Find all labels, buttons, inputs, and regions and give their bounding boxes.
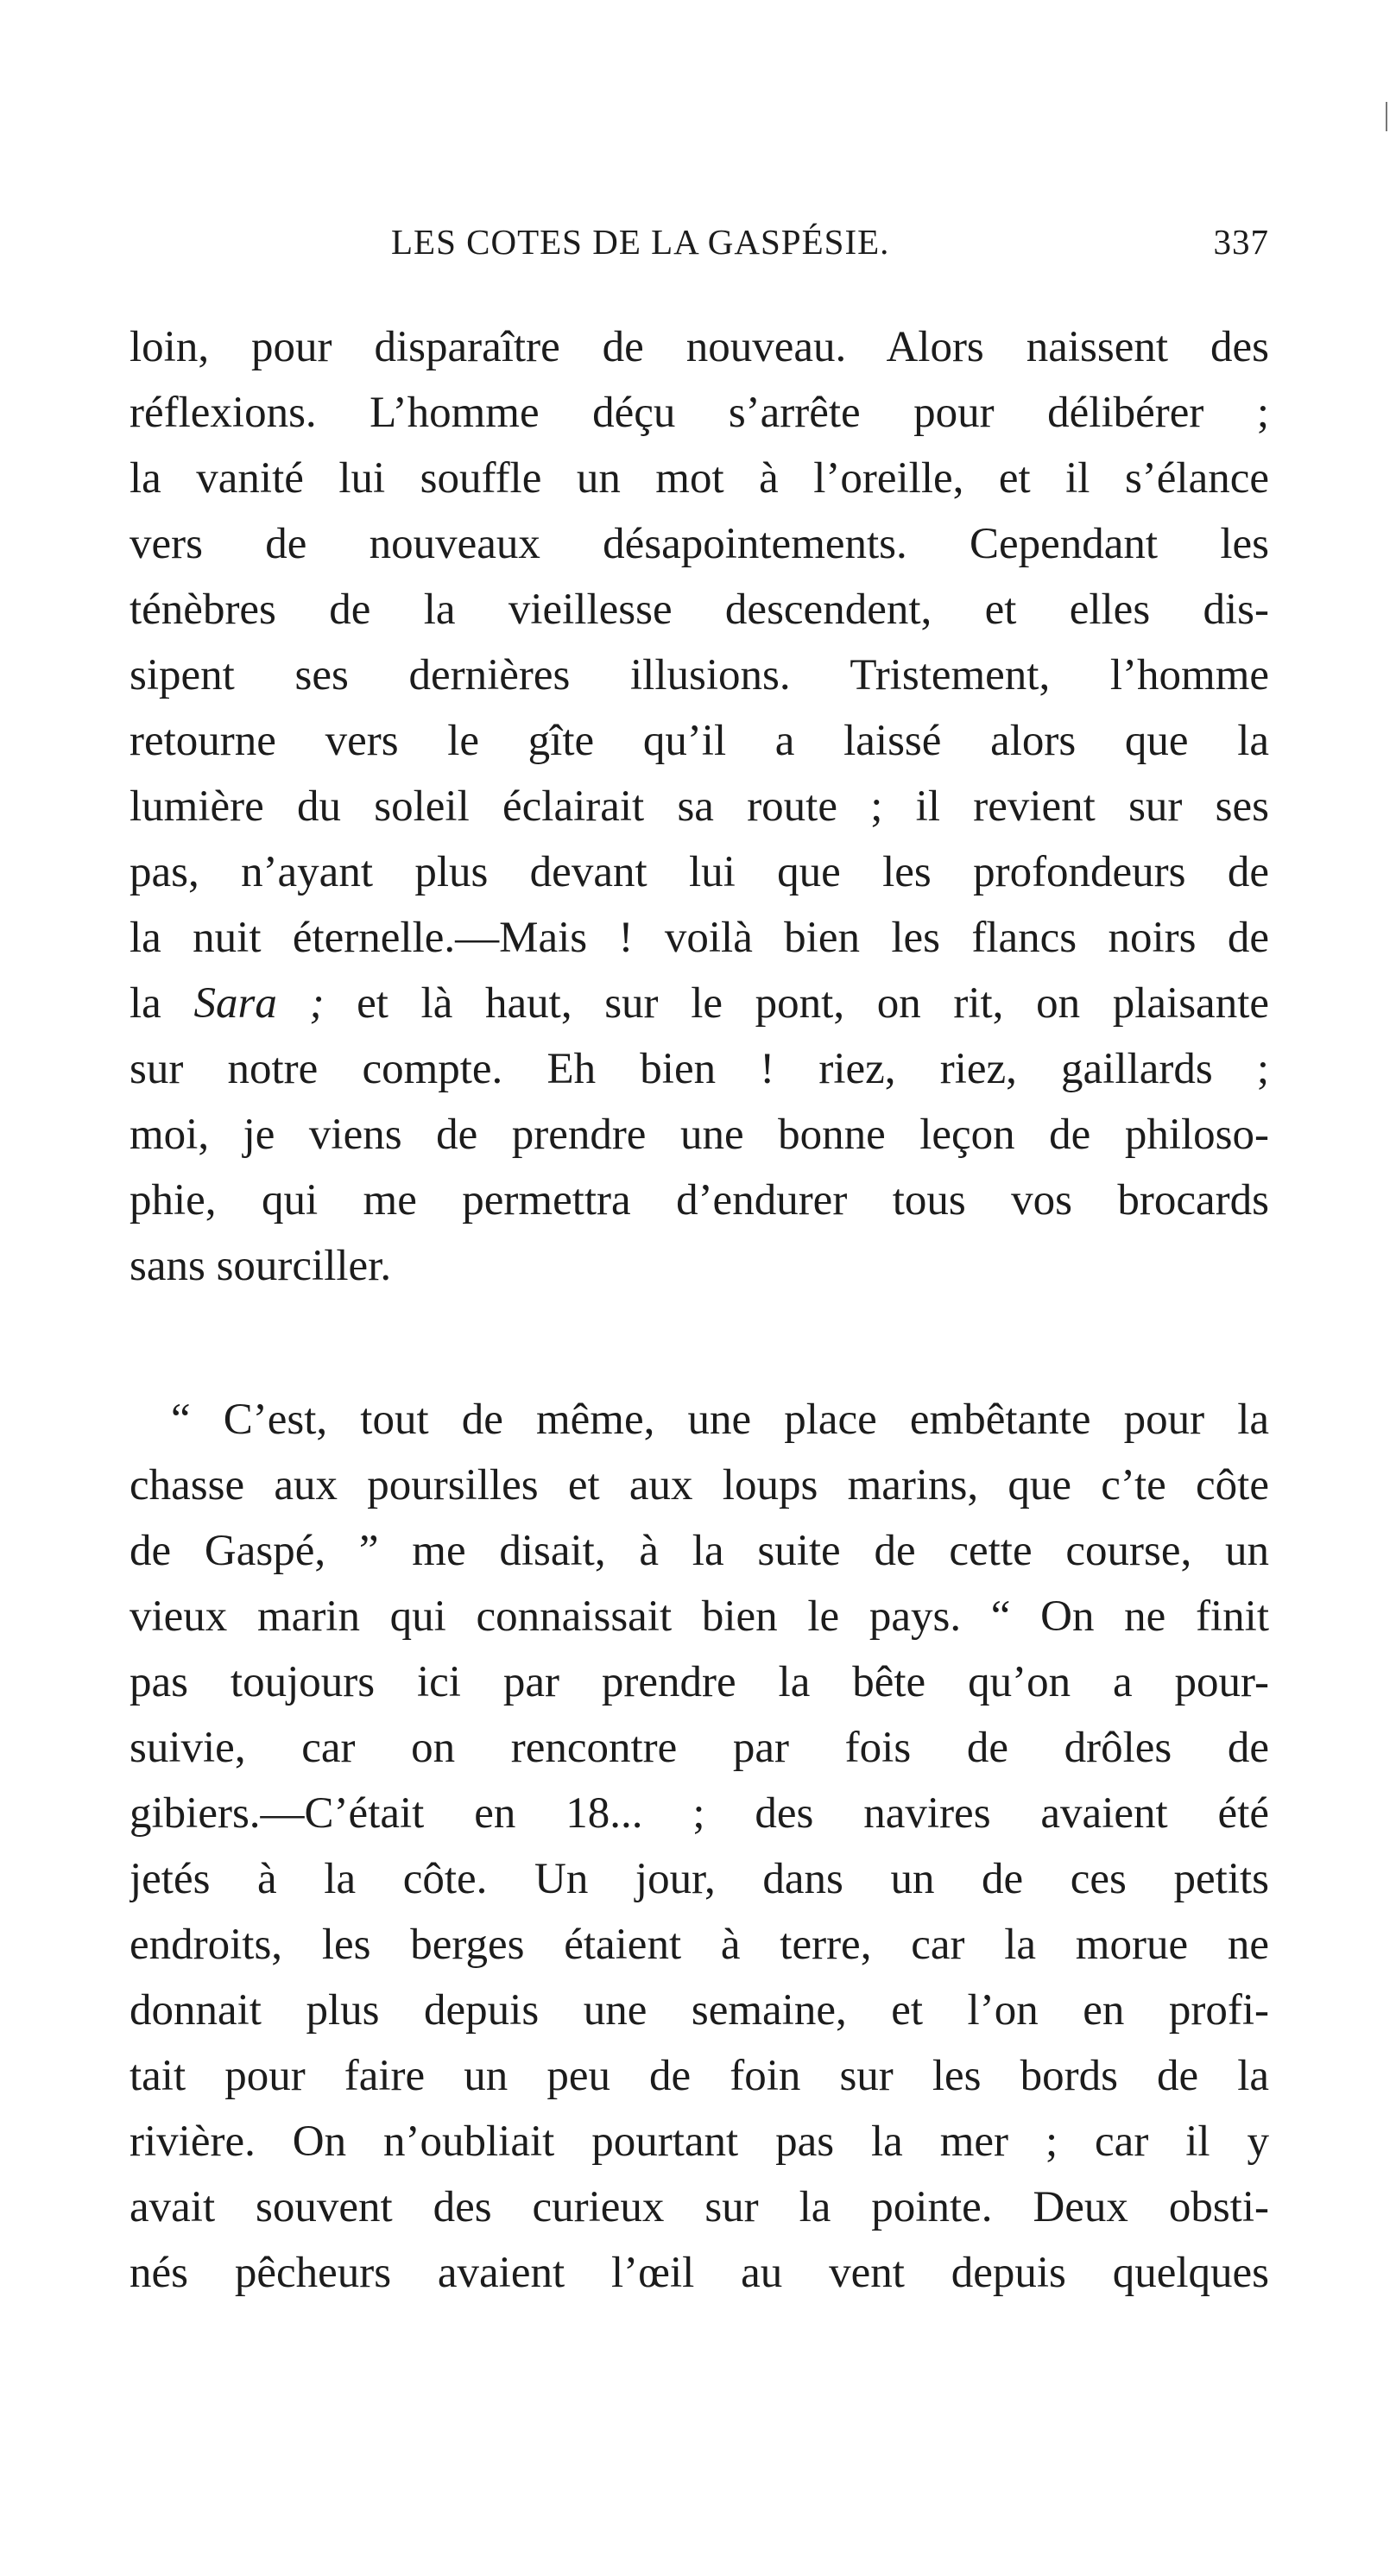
text-line: vers de nouveaux désapointements. Cependant les bbox=[129, 520, 1269, 568]
text-line: pas, n’ayant plus devant lui que les profondeurs de bbox=[129, 848, 1269, 896]
text-line: endroits, les berges étaient à terre, car la morue ne bbox=[129, 1921, 1269, 1969]
text-line: tait pour faire un peu de foin sur les bords de la bbox=[129, 2052, 1269, 2100]
text-segment: et là haut, sur le pont, on rit, on plaisante bbox=[324, 979, 1269, 1028]
text-line: pas toujours ici par prendre la bête qu’on a pour- bbox=[129, 1658, 1269, 1706]
page-number: 337 bbox=[1213, 222, 1269, 262]
text-line: réflexions. L’homme déçu s’arrête pour délibérer ; bbox=[129, 389, 1269, 437]
text-line: la nuit éternelle.—Mais ! voilà bien les flancs noirs de bbox=[129, 914, 1269, 962]
running-header bbox=[129, 221, 1269, 273]
text-line: retourne vers le gîte qu’il a laissé alors que la bbox=[129, 717, 1269, 765]
text-line: jetés à la côte. Un jour, dans un de ces petits bbox=[129, 1855, 1269, 1903]
text-line: la vanité lui souffle un mot à l’oreille, et il s’élance bbox=[129, 454, 1269, 503]
text-line: sans sourciller. bbox=[129, 1242, 392, 1290]
text-line: moi, je viens de prendre une bonne leçon de philoso- bbox=[129, 1111, 1269, 1159]
text-line: “ C’est, tout de même, une place embêtante pour la bbox=[171, 1396, 1269, 1444]
text-line: gibiers.—C’était en 18... ; des navires avaient été bbox=[129, 1789, 1269, 1838]
text-line: nés pêcheurs avaient l’œil au vent depuis quelques bbox=[129, 2249, 1269, 2297]
text-line bbox=[129, 972, 1269, 1035]
ship-name-italic: Sara ; bbox=[193, 979, 325, 1028]
text-line: sur notre compte. Eh bien ! riez, riez, gaillards ; bbox=[129, 1045, 1269, 1093]
page-edge-mark bbox=[1386, 102, 1387, 131]
text-segment: la bbox=[129, 979, 194, 1028]
text-line: chasse aux poursilles et aux loups marins, que c’te côte bbox=[129, 1461, 1269, 1510]
text-line: phie, qui me permettra d’endurer tous vos brocards bbox=[129, 1176, 1269, 1225]
text-line: ténèbres de la vieillesse descendent, et elles dis- bbox=[129, 585, 1269, 634]
text-line: loin, pour disparaître de nouveau. Alors naissent des bbox=[129, 323, 1269, 371]
running-title: LES COTES DE LA GASPÉSIE. bbox=[391, 222, 890, 262]
text-line: suivie, car on rencontre par fois de drôles de bbox=[129, 1724, 1269, 1772]
text-line: lumière du soleil éclairait sa route ; il revient sur ses bbox=[129, 782, 1269, 831]
text-line: de Gaspé, ” me disait, à la suite de cette course, un bbox=[129, 1527, 1269, 1575]
text-line: avait souvent des curieux sur la pointe. Deux obsti- bbox=[129, 2183, 1269, 2231]
text-line: vieux marin qui connaissait bien le pays. “ On ne finit bbox=[129, 1592, 1269, 1641]
text-line: rivière. On n’oubliait pourtant pas la mer ; car il y bbox=[129, 2117, 1269, 2166]
text-line: sipent ses dernières illusions. Tristement, l’homme bbox=[129, 651, 1269, 699]
text-line: donnait plus depuis une semaine, et l’on en profi- bbox=[129, 1986, 1269, 2035]
